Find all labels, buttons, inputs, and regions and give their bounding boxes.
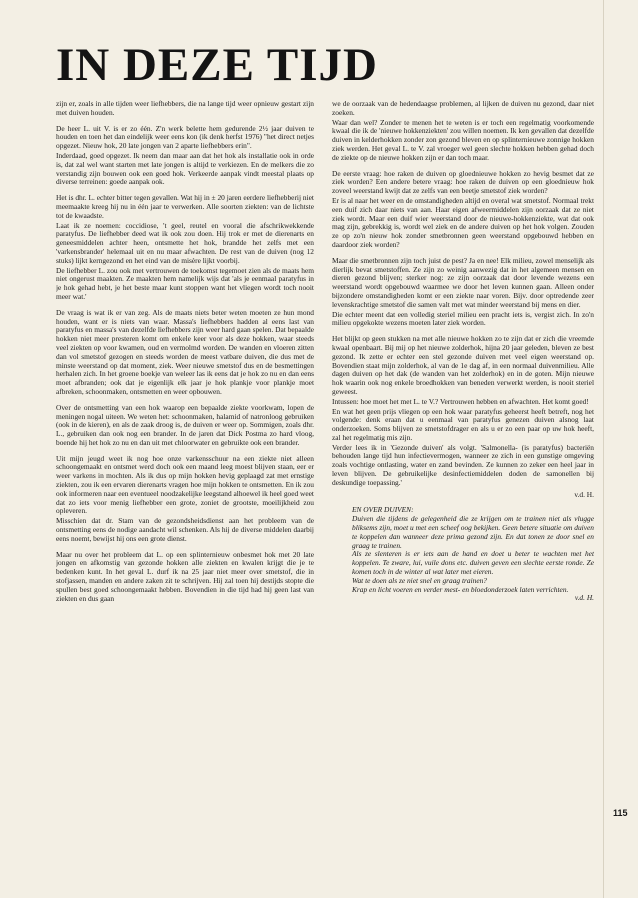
paragraph: Er is al naar het weer en de omstandigheden altijd en overal wat smetstof. Normaal trekt een duif zich daar niets van aan. Haar eigen afweermiddelen zijn oorzaak dat ze niet ziek wordt. Maar een duif wier weerstand door de nieuwe-hokkenziekte, wat dat ook mag zijn, gebrekkig is, wordt wel ziek en de andere duiven op het hok volgen. Zouden ze op zo'n nieuw hok zonder smetbronnen geen weerstand opgebouwd hebben en daardoor ziek worden? [332,195,594,249]
article-title: IN DEZE TIJD [56,39,378,91]
tips-box-line: Als ze slenteren is er iets aan de hand en doet u beter te wachten met het koppelen. Te zware, lui, vuile dons etc. duiven geven een slechte eerste ronde. Ze komen toch in de winter al wat later met eieren. [352,549,594,577]
paragraph: Intussen: hoe moet het met L. te V.? Vertrouwen hebben en afwachten. Het komt goed! [332,396,589,406]
paragraph: Inderdaad, goed opgezet. Ik neem dan maar aan dat het hok als installatie ook in orde is, dat zal wel want starten met late jongen is altijd te verkiezen. En de melkers die zo verstandig zijn bouwen ook een goed hok. Verkeerde aanpak vindt meestal plaats op diverse terreinen: goede aanpak ook. [56,150,314,187]
paragraph: Maar die smetbronnen zijn toch juist de pest? Ja en nee! Elk milieu, zowel menselijk als dierlijk bevat smetstoffen. Ze zijn zo weinig aanwezig dat in het algemeen mensen en dieren gezond blijven; sterker nog: ze zijn oorzaak dat door levende wezens een weerstand wordt opgebouwd waarmee we door het leven kunnen gaan. Alleen onder bijzondere omstandigheden komt er een ziekte naar voren. Bijv. door optredende zeer levenskrachtige smetstof die samen valt met wat minder weerstand bij mens en dier. [332,255,594,309]
page-number: 115 [613,808,628,818]
paragraph: Laat ik ze noemen: coccidiose, 't geel, reutel en vooral die afschrikwekkende paratyfus. De liefhebber deed wat ik ook zou doen. Hij trok er met de dierenarts en geneesmiddelen achter heen, ontsmette het hok, brandde het zelfs met een 'varkensbrander' helemaal uit en nu maar afwachten. De rest van de duiven (nog 12 stuks) lijkt kerngezond en het eind van de misère lijkt voorbij. [56,220,314,265]
paragraph: Waar dan wel? Zonder te menen het te weten is er toch een regelmatig voorkomende kwaal die ik de 'nieuwe hokkenziekten' zou willen noemen. Ik ken gevallen dat dezelfde duiven in kelderhokken zonder zon gezond bleven en op splinternieuwe zonnige hokken ziek werden. Het geval L. te V. zal vroeger wel geen slechte hokken hebben gehad doch de ziekte op de nieuwe hokken zijn er dan toch maar. [332,117,594,162]
paragraph: Het blijkt op geen stukken na met alle nieuwe hokken zo te zijn dat er zich die vreemde kwaal openbaart. Bij mij op het nieuwe zolderhok, hijna 20 jaar geleden, bleven ze best gezond. Ik zette er echter een stel gezonde duiven met veel eigen weerstand op. Bovendien staat mijn zolderhok, al van de 1e dag af, in een normaal duivenmilieu. Alle dagen duiven op het dak (de wanden van het zolderhok) en in de goten. Mijn nieuwe hok waarin ook nog enkele broedhokken van beneden verwerkt werden, is nooit steriel geweest. [332,334,594,396]
paragraph: Die echter meent dat een volledig steriel milieu een pracht iets is, vergist zich. In zo'n milieu opgekokte wezens moeten later ziek worden. [332,309,594,328]
paragraph: Over de ontsmetting van een hok waarop een bepaalde ziekte voorkwam, lopen de meningen nogal uiteen. We weten het: schoonmaken, halamid of natronloog gebruiken (ook in de kieren), en als de zaak droog is, de duiven er weer op. Sommigen, zoals dhr. L., gebruiken dan ook nog een brander. In de jaren dat Dick Postma zo hard vloog, boende hij het hok zo nu en dan uit met chloorwater en gebruikte ook een brander. [56,402,314,447]
paragraph: De heer L. uit V. is er zo één. Z'n werk belette hem gedurende 2½ jaar duiven te houden en toen het dan eindelijk weer eens kon (ik denk herfst 1976) "het direct netjes opgezet. Nieuw hok, 20 late jongen van 2 aparte liefhebbers erin". [56,123,314,151]
paragraph: zijn er, zoals in alle tijden weer liefhebbers, die na lange tijd weer opnieuw gestart zijn met duiven houden. [56,100,314,117]
left-column [56,100,314,840]
tips-box-title: EN OVER DUIVEN: [352,505,414,515]
paragraph: Het is dhr. L. echter bitter tegen gevallen. Wat hij in ± 20 jaren eerdere liefhebberij niet meemaakte kreeg hij nu in één jaar te verwerken. Alle soorten ziekten: van de lichtste tot de kwaadste. [56,193,314,220]
paragraph: Verder lees ik in 'Gezonde duiven' als volgt. 'Salmonella- (is paratyfus) bacteriën behouden lange tijd hun infectievermogen, wanneer ze zich in een gunstige omgeving zoals vochtige ontlasting, water en zand bevinden. Ze kunnen zo zeker een heel jaar in leven blijven. De gebruikelijke desinfectiemiddelen doden de samonellen bij deskundige toepassing.' [332,442,594,487]
right-column [332,100,594,840]
tips-box [352,506,594,603]
page-edge-line [603,0,604,898]
paragraph: En wat het geen prijs vliegen op een hok waar paratyfus geheerst heeft betreft, nog het volgende: denk eraan dat u eenmaal van paratyfus genezen duiven alsnog laat onderzoeken. Soms blijven ze smetstofdrager en als u er zo een paar op uw hok heeft, zal het regelmatig mis zijn. [332,406,594,442]
paragraph: we de oorzaak van de hedendaagse problemen, al lijken de duiven nu gezond, daar niet zoeken. [332,100,594,117]
tips-box-signature: v.d. H. [574,593,594,603]
paragraph: Misschien dat dr. Stam van de gezondsheidsdienst aan het probleem van de ontsmetting eens de nodige aandacht wil schenken. Als hij de diverse middelen daarbij eens noemt, bewijst hij ons een grote dienst. [56,516,314,543]
tips-box-line: Krap en licht voeren en verder mest- en bloedonderzoek laten verrichten. [352,584,569,594]
paragraph: De vraag is wat ik er van zeg. Als de maats niets beter weten moeten ze hun mond houden, want er is niets van waar. Massa's liefhebbers hadden al eens last van paratyfus en massa's van dezelfde liefhebbers zijn weer hard gaan spelen. Dat bepaalde hokken niet meer presteren komt om enkele keer voor als deze hokken, waar steeds veel ziekten op voor kwamen, oud en vermolmd worden. De wanden en vloeren zitten dan vol smetstof gezogen en steeds worden de meest vatbare duiven, die dus met de minste weerstand op dat moment, ziek. Weer nieuwe smetstof dus en de besmettingen herhalen zich. In het groene boekje van weleer las ik eens dat je hok zo nu en dan eens moet afbranden; ook dat je eigenlijk elk jaar je hok plankje voor plankje moet afbreken, schoonmaken, ontsmetten en weer opbouwen. [56,307,314,396]
tips-box-line: Wat te doen als ze niet snel en graag trainen? [352,575,488,585]
paragraph: Uit mijn jeugd weet ik nog hoe onze varkensschuur na een ziekte niet alleen schoongemaakt en ontsmet werd doch ook een maand leeg moest blijven staan, eer er weer varkens in mochten. Als ik dus op mijn hokken hevig geplaagd zat met ernstige ziekten, zou ik een ervaren dierenarts vragen hoe mijn hokken te ontsmetten. En ik zou ook informeren naar een eventueel noodzakelijke leegstand alhoewel ik heel goed weet dat zo iets voor menig liefhebber een grote, zoniet de grootste, moeilijkheid zou opleveren. [56,453,314,516]
paragraph: De liefhebber L. zou ook met vertrouwen de toekomst tegemoet zien als de maats hem niet ongerust maakten. Ze maakten hem namelijk wijs dat 'als je eenmaal paratyfus in je hok gehad hebt, je het beste maar kunt stoppen want het vliegen wordt toch nooit meer wat.' [56,265,314,301]
tips-box-line: Duiven die tijdens de gelegenheid die ze krijgen om te trainen niet als vlugge bliksems zijn, moet u met een scheef oog bekijken. Geen betere situatie om duiven te koppelen dan wanneer deze prima gezond zijn. En dat tonen ze door snel en graag te trainen. [352,514,594,550]
paragraph: De eerste vraag: hoe raken de duiven op gloednieuwe hokken zo hevig besmet dat ze ziek worden? Een andere betere vraag: hoe raken de duiven op een gloednieuw hok zoveel weerstand kwijt dat ze zelfs van een beetje smetstof ziek worden? [332,168,594,196]
author-signature: v.d. H. [574,489,594,499]
paragraph: Maar nu over het probleem dat L. op een splinternieuw onbesmet hok met 20 late jongen en afkomstig van gezonde hokken alle ziekten en kwalen krijgt die je te bedenken kunt. In het geval L. durf ik na 25 jaar niet meer over smetstof, die in stofjassen, manden en andere zaken zit te schrijven. Hij zal toen hij destijds stopte die spullen best goed schoongemaakt hebben. Bovendien in die tijd had hij geen last van ziekten en dus gaan [56,549,314,603]
